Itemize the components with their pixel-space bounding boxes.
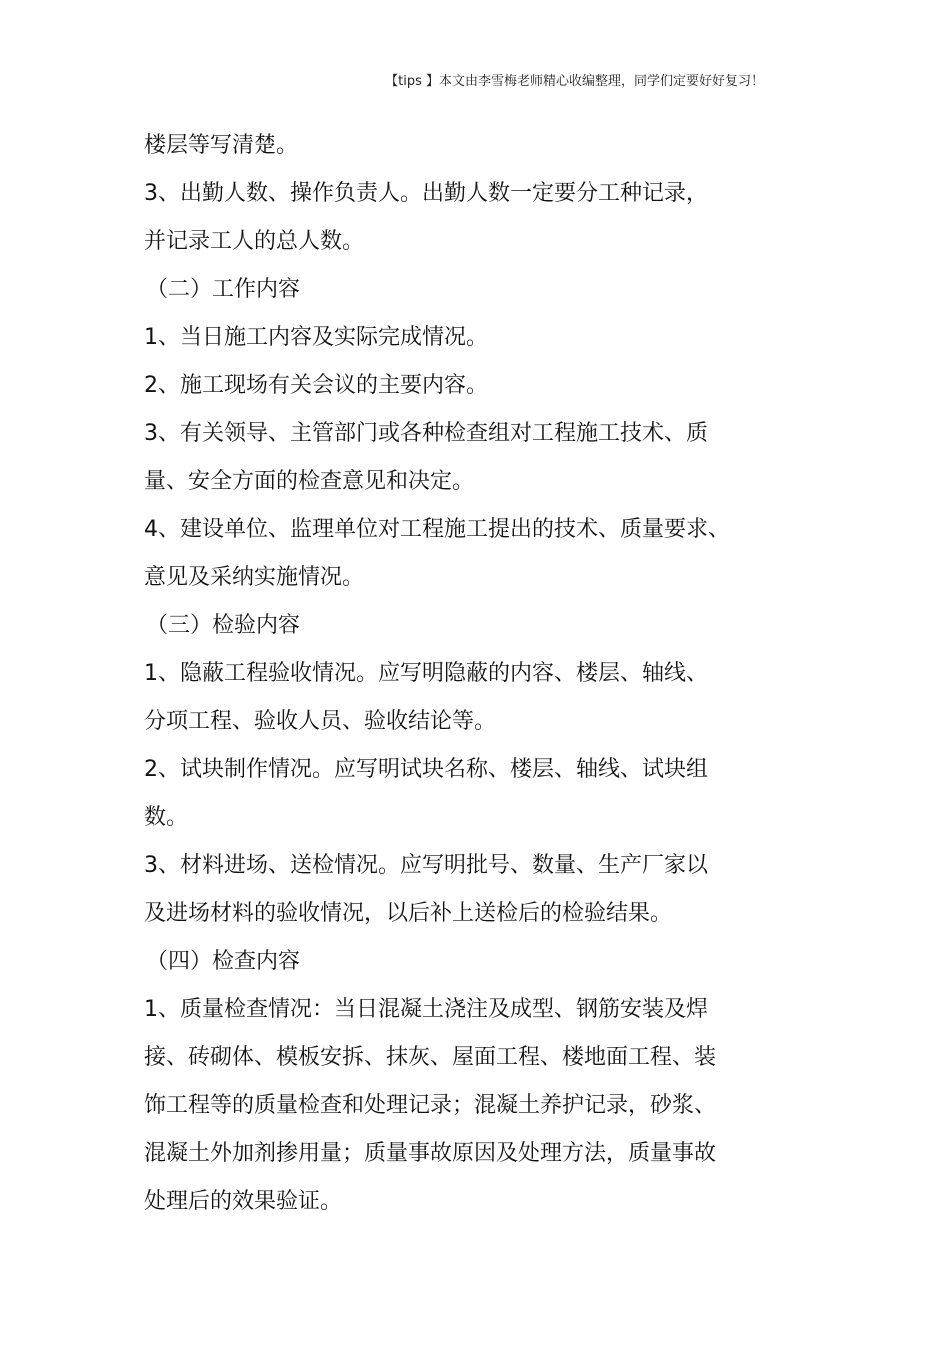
- document-body: [144, 122, 754, 1226]
- text-line: 3、有关领导、主管部门或各种检查组对工程施工技术、质: [144, 421, 708, 446]
- text-line: 数。: [144, 805, 189, 830]
- text-line: 处理后的效果验证。: [144, 1189, 343, 1214]
- text-line: 2、施工现场有关会议的主要内容。: [144, 373, 488, 398]
- text-line: 2、试块制作情况。应写明试块名称、楼层、轴线、试块组: [144, 757, 708, 782]
- text-line: 饰工程等的质量检查和处理记录；混凝土养护记录，砂浆、: [144, 1093, 717, 1118]
- text-line: 1、隐蔽工程验收情况。应写明隐蔽的内容、楼层、轴线、: [144, 661, 708, 686]
- text-line: 混凝土外加剂掺用量；质量事故原因及处理方法，质量事故: [144, 1141, 717, 1166]
- text-line: 分项工程、验收人员、验收结论等。: [144, 709, 497, 734]
- text-line: 及进场材料的验收情况，以后补上送检后的检验结果。: [144, 901, 673, 926]
- header-tip: 【tips 】本文由李雪梅老师精心收编整理，同学们定要好好复习！: [385, 74, 764, 89]
- text-line: 1、质量检查情况：当日混凝土浇注及成型、钢筋安装及焊: [144, 997, 708, 1022]
- text-line: 并记录工人的总人数。: [144, 229, 365, 254]
- text-line: 1、当日施工内容及实际完成情况。: [144, 325, 488, 350]
- section-heading-check-content: （四）检查内容: [146, 949, 301, 974]
- text-line: 量、安全方面的检查意见和决定。: [144, 469, 475, 494]
- text-line: 4、建设单位、监理单位对工程施工提出的技术、质量要求、: [144, 517, 730, 542]
- text-line: 意见及采纳实施情况。: [144, 565, 365, 590]
- text-line: 3、出勤人数、操作负责人。出勤人数一定要分工种记录，: [144, 181, 708, 206]
- text-line: 接、砖砌体、模板安拆、抹灰、屋面工程、楼地面工程、装: [144, 1045, 717, 1070]
- section-heading-inspection-content: （三）检验内容: [146, 613, 301, 638]
- text-line: 楼层等写清楚。: [144, 133, 299, 158]
- section-heading-work-content: （二）工作内容: [146, 277, 301, 302]
- text-line: 3、材料进场、送检情况。应写明批号、数量、生产厂家以: [144, 853, 708, 878]
